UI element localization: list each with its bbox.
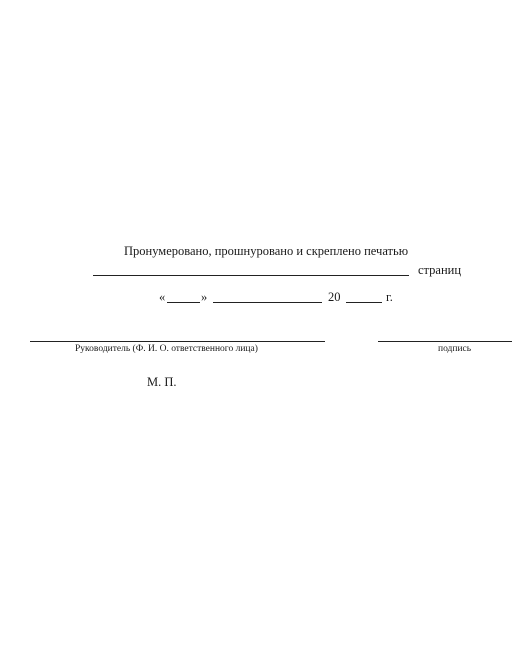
year-prefix: 20 <box>328 290 341 304</box>
manager-label: Руководитель (Ф. И. О. ответственного лица) <box>75 344 258 354</box>
pages-label: страниц <box>418 263 462 277</box>
open-quote: « <box>159 290 166 304</box>
manager-name-field[interactable] <box>30 341 325 342</box>
close-quote: » <box>201 290 208 304</box>
day-field[interactable] <box>167 302 200 303</box>
pages-count-field[interactable] <box>93 275 409 276</box>
certification-heading: Пронумеровано, прошнуровано и скреплено печатью <box>124 244 409 258</box>
signature-field[interactable] <box>378 341 512 342</box>
signature-label: подпись <box>438 344 472 354</box>
year-suffix: г. <box>386 290 393 304</box>
month-field[interactable] <box>213 302 322 303</box>
year-field[interactable] <box>346 302 382 303</box>
seal-place-mark: М. П. <box>147 375 177 389</box>
